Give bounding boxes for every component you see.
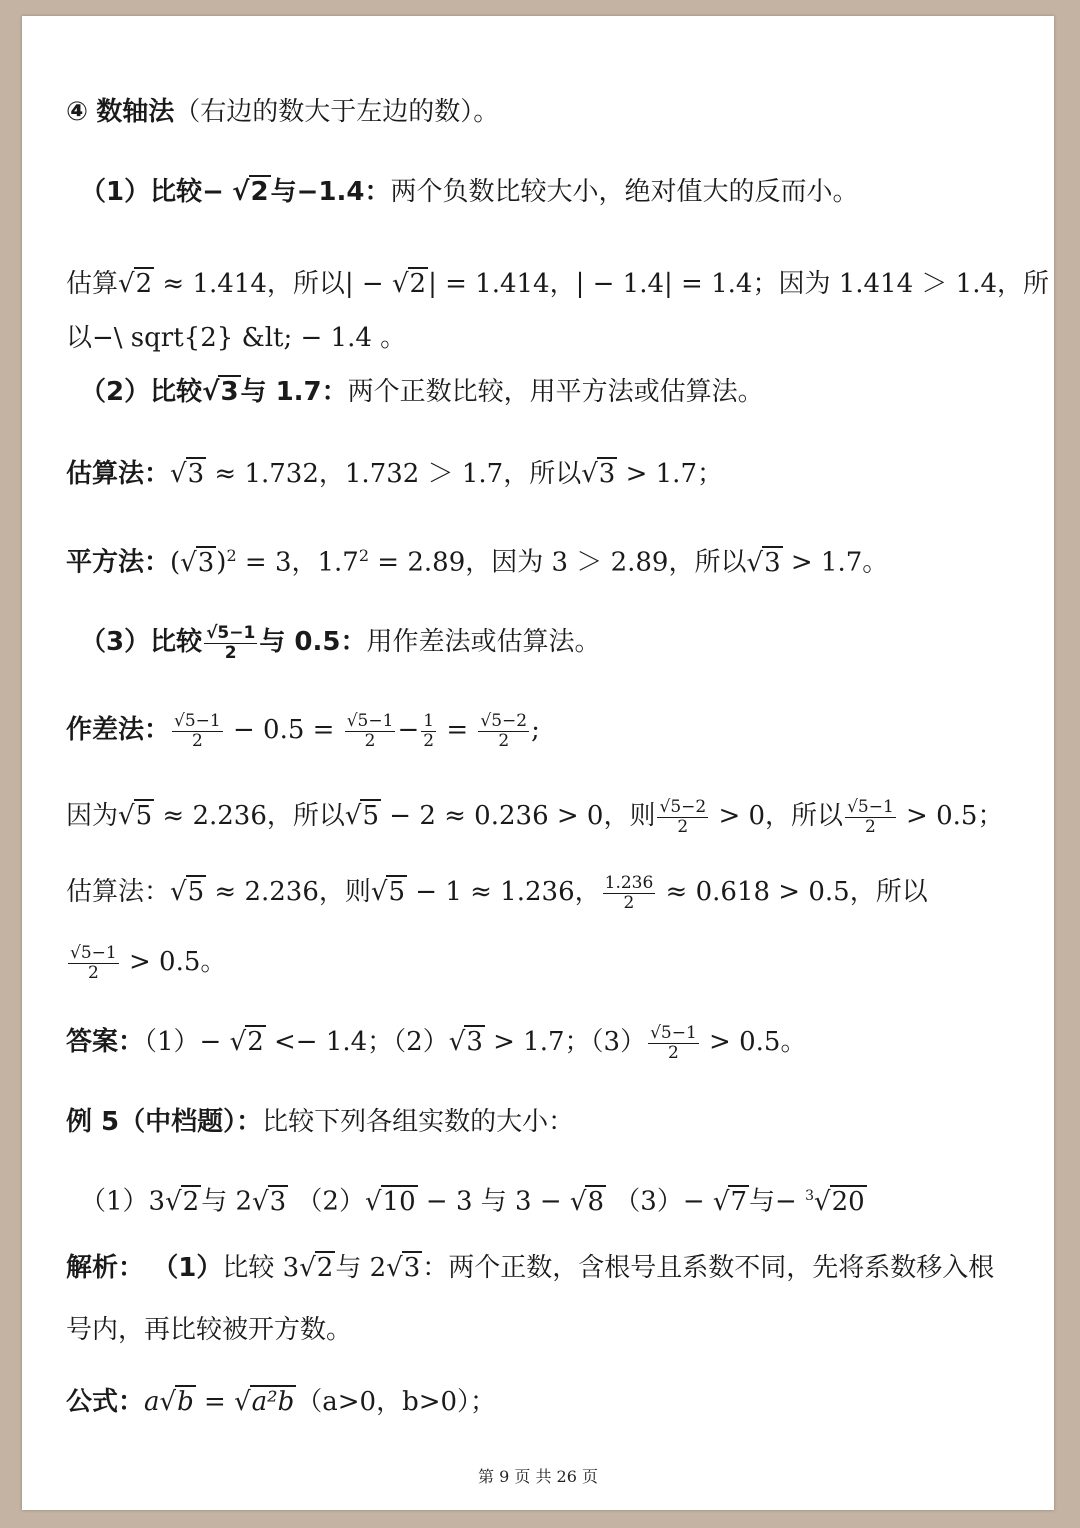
item-3-title: （3）比较 $\frac{√5-1}{2}$ 与 0.5：用作差法或估算法。 (80, 622, 601, 663)
example-5-title: 例 5（中档题）：比较下列各组实数的大小： (66, 1107, 575, 1137)
estimation-explain-line-2: $\frac{√5-1}{2}$ > 0.5。 (70, 942, 227, 983)
heading-note: （右边的数大于左边的数）。 (174, 97, 500, 127)
minus-sign: − (202, 177, 224, 207)
square-method: 平方法：$(√3)^2 = 3$，$1.7^2 = 2.89$，因为 3 ＞ 2.89，所以√3 > 1.7。 (66, 546, 889, 578)
item-1-title (80, 172, 858, 212)
document-page (22, 16, 1054, 1510)
item-1-explain-line-1: 估算√2 ≈ 1.414，所以| − √2| = 1.414，| − 1.4| = 1.4；因为 1.414 ＞ 1.4，所 (66, 269, 1050, 299)
item-compare: 与−1.4： (270, 177, 391, 207)
estimation-explain-line-1: 估算法：√5 ≈ 2.236，则√5 − 1 ≈ 1.236， $\frac{1.236}{2}$ ≈ 0.618 > 0.5，所以 (66, 872, 928, 913)
section-heading (66, 92, 499, 132)
item-2-title: （2）比较√3与 1.7：两个正数比较，用平方法或估算法。 (80, 377, 764, 407)
example-5-questions: （1）3√2与 2√3 （2）√10 − 3 与 3 − √8 （3）− √7与− $^3$√20 (80, 1186, 865, 1217)
page-footer: 第 9 页 共 26 页 (478, 1467, 598, 1486)
solution-line-1: 解析： （1）比较 3√2与 2√3：两个正数，含根号且系数不同，先将系数移入根 (66, 1253, 995, 1283)
circled-number: ④ (66, 97, 89, 127)
difference-method: 作差法： $\frac{√5-1}{2}$ − 0.5 = $\frac{√5-1}{2}$ − $\frac{1}{2}$ = $\frac{√5-2}{2}$ ; (66, 710, 540, 751)
formula-line: 公式：a√b = √a²b（a>0，b>0）； (66, 1387, 497, 1417)
item-label: （1）比较 (80, 177, 203, 207)
heading-title: 数轴法 (96, 97, 175, 127)
item-text: 两个负数比较大小，绝对值大的反而小。 (390, 177, 859, 207)
estimation-method: 估算法：√3 ≈ 1.732，1.732 ＞ 1.7，所以√3 > 1.7； (66, 459, 723, 489)
sqrt-expr: √2 (232, 177, 269, 207)
difference-explain: 因为√5 ≈ 2.236，所以√5 − 2 ≈ 0.236 > 0，则 $\frac{√5-2}{2}$ > 0，所以 $\frac{√5-1}{2}$ > 0.5； (66, 796, 1004, 837)
answer-line: 答案：（1）− √2 <− 1.4；（2）√3 > 1.7；（3） $\frac{√5-1}{2}$ > 0.5。 (66, 1022, 807, 1063)
solution-line-2: 号内，再比较被开方数。 (66, 1315, 353, 1345)
item-1-explain-line-2: 以−\ sqrt{2} &lt; − 1.4 。 (66, 323, 407, 353)
